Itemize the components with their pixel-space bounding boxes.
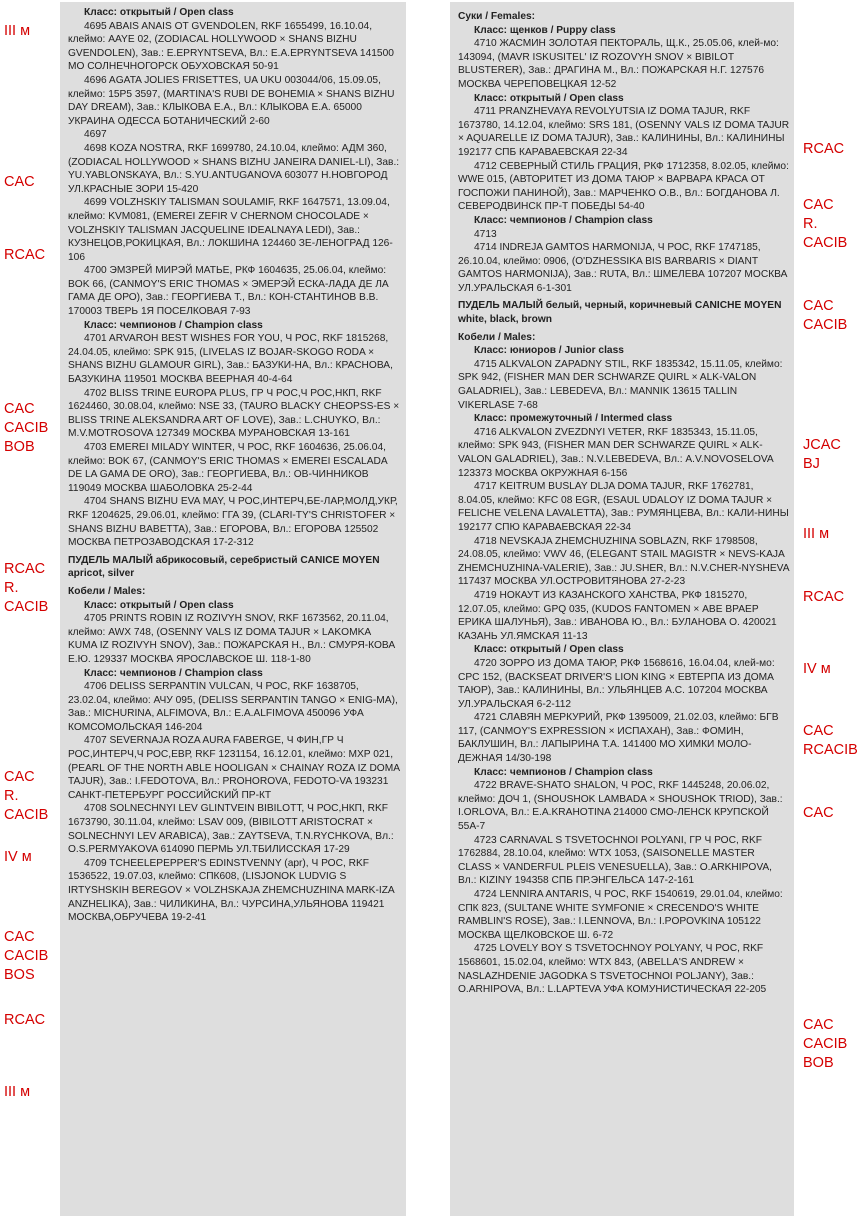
award-annotation [803, 588, 844, 607]
award-label: III м [803, 526, 830, 542]
award-annotation [4, 246, 45, 265]
catalog-column-right [450, 2, 794, 1216]
award-label: CAC [4, 401, 35, 417]
catalog-entry: 4713 [474, 228, 497, 240]
catalog-entry: 4715 ALKVALON ZAPADNY STIL, RKF 1835342, 15.11.05, клеймо: SPK 942, (FISHER MAN DER SCHWARZE QUIRL × ALK-VALON GALADRIEL), Зав.: LEBEDEVA, Вл.: MANNIK 13615 TALLIN VIKERLASE 7-68 [458, 358, 783, 411]
award-annotation [4, 848, 32, 867]
class-heading: Класс: открытый / Open class [84, 7, 234, 18]
catalog-entry: 4696 AGATA JOLIES FRISETTES, UA UKU 003044/06, 15.09.05, клеймо: 15P5 3597, (MARTINA'S RUBI DE BOHEMIA × SHANS BIZHU DAY DREAM), Зав.: КЛЫКОВА Е.А., Вл.: КЛЫКОВА Е.А. 65000 УКРАИНА ОДЕССА БОТАНИЧЕСКИЙ 2-60 [68, 74, 395, 127]
award-label: RCAC [4, 561, 46, 577]
award-label: BJ [803, 456, 820, 472]
catalog-entry: 4724 LENNIRA ANTARIS, Ч РОС, RKF 1540619, 29.01.04, клеймо: СПК 823, (SULTANE WHITE SYMFONIE × CRECENDO'S WHITE RAMBLIN'S ROSE), Зав.: I.LENNOVA, Вл.: I.POPOVKINA 105122 МОСКВА ЩЕЛКОВСКОЕ Ш. 6-72 [458, 889, 783, 941]
class-heading: Класс: открытый / Open class [474, 92, 624, 104]
breed-heading: ПУДЕЛЬ МАЛЫЙ белый, черный, коричневый CANICHE MOYEN white, black, brown [458, 300, 782, 326]
class-heading: Класс: чемпионов / Champion class [84, 319, 263, 331]
class-heading: Класс: открытый / Open class [474, 644, 624, 656]
award-label: RCAC [803, 141, 845, 157]
award-label: III м [4, 23, 31, 39]
award-label: CAC [4, 769, 35, 785]
award-label: CACIB [4, 599, 49, 615]
award-label: CACIB [803, 317, 848, 333]
class-heading: Класс: чемпионов / Champion class [474, 214, 653, 226]
award-annotation [803, 722, 858, 760]
catalog-entry: 4716 ALKVALON ZVEZDNYI VETER, RKF 1835343, 15.11.05, клеймо: SPK 943, (FISHER MAN DER SCHWARZE QUIRL × ALK-VALON GALADRIEL), Зав.: N.V.LEBEDEVA, Вл.: A.V.NOVOSELOVA 123373 МОСКВА ОКРУЖНАЯ 6-156 [458, 426, 774, 479]
catalog-entry: 4721 СЛАВЯН МЕРКУРИЙ, РКФ 1395009, 21.02.03, клеймо: БГВ 117, (CANMOY'S EXPRESSION × ИСПАХАН), Зав.: ФОМИН, БАКЛУШИН, Вл.: ЛАПЫРИНА Т.А. 141400 МО ХИМКИ МОЛО-ДЕЖНАЯ 14/30-198 [458, 712, 779, 765]
award-label: RCAC [803, 589, 845, 605]
class-heading: Класс: юниоров / Junior class [474, 345, 624, 357]
catalog-entry: 4720 ЗОРРО ИЗ ДОМА ТАЮР, РКФ 1568616, 16.04.04, клей-мо: CPC 152, (BACKSEAT DRIVER'S LION KING × ЕВТЕРПА ИЗ ДОМА ТАЮР), Зав.: КАЛИНИНЫ, Вл.: УЛЬЯНЦЕВ А.С. 107204 МОСКВА УЛ.УРАЛЬСКАЯ 6-2-112 [458, 657, 775, 710]
award-annotation [803, 140, 844, 159]
award-label: III м [4, 1084, 31, 1100]
class-heading: Класс: чемпионов / Champion class [84, 667, 263, 679]
catalog-entry: 4697 [84, 129, 107, 141]
catalog-entry: 4702 BLISS TRINE EUROPA PLUS, ГР Ч РОС,Ч РОС,НКП, RKF 1624460, 30.08.04, клеймо: NSE 33, (TAURO BLACKY CHEOPSS-ES × BLISS TRINE ALEKSANDRA ART OF LOVE), Зав.: L.CHUYKO, Вл.: M.V.MOTROSOVA 127349 МОСКВА МУРАНОВСКАЯ 13-161 [68, 387, 400, 440]
award-annotation [4, 400, 48, 457]
catalog-entry: 4704 SHANS BIZHU EVA MAY, Ч РОС,ИНТЕРЧ,БЕ-ЛАР,МОЛД,УКР, RKF 1204625, 29.06.01, клеймо: ГГА 39, (CLARI-TY'S CHRISTOFER × SHANS BIZHU BABETTA), Зав.: ЕГОРОВА, Вл.: ЕГОРОВА 125502 МОСКВА ПЕТРОЗАВОДСКАЯ 17-2-312 [68, 496, 398, 549]
catalog-entry: 4712 СЕВЕРНЫЙ СТИЛЬ ГРАЦИЯ, РКФ 1712358, 8.02.05, клеймо: WWE 015, (АВТОРИТЕТ ИЗ ДОМА ТАЮР × ВАРВАРА КРАСА ОТ ГОСПОЖИ ПАНИНОЙ), Зав.: МАРЧЕНКО О.В., Вл.: БОГДАНОВА Л. СЕВЕРОДВИНСК ПР-Т ПОБЕДЫ 54-40 [458, 160, 789, 213]
catalog-entry: 4707 SEVERNAJA ROZA AURA FABERGE, Ч ФИН,ГР Ч РОС,ИНТЕРЧ,Ч РОС,ЕВР, RKF 1231154, 16.12.01, клеймо: MXP 021, (PEARL OF THE NORTH ABLE HOOLIGAN × CHAINAY ROZA IZ DOMA TAJUR), Зав.: I.FEDOTOVA, Вл.: PROHOROVA, FEDOTO-VA 193231 САНКТ-ПЕТЕРБУРГ РОССИЙСКИЙ ПР-КТ [68, 735, 400, 801]
catalog-entry: 4706 DELISS SERPANTIN VULCAN, Ч РОС, RKF 1638705, 23.02.04, клеймо: АЧУ 095, (DELISS SERPANTIN TANGO × ENIG-MA), Зав.: MICHURINA, ALFIMOVA, Вл.: E.A.ALFIMOVA 450096 УФА КОМСОМОЛЬСКАЯ 146-204 [68, 681, 398, 733]
award-label: CAC [4, 929, 35, 945]
award-label: CACIB [4, 807, 49, 823]
award-annotation [803, 297, 847, 335]
award-label: R. [803, 216, 818, 232]
award-label: CAC [803, 805, 834, 821]
award-annotation [4, 928, 48, 985]
breed-heading: Кобели / Males: [458, 331, 536, 343]
award-label: R. [4, 580, 19, 596]
award-label: BOB [803, 1055, 834, 1071]
catalog-entry: 4719 НОКАУТ ИЗ КАЗАНСКОГО ХАНСТВА, РКФ 1815270, 12.07.05, клеймо: GPQ 035, (KUDOS FANTOMEN × АВЕ ВРАЕР ЕРИКА ШАЛУНЬЯ), Зав.: ИВАНОВА Ю., Вл.: БУЛАНОВА О. 420021 КАЗАНЬ УЛ.ЯМСКАЯ 11-13 [458, 589, 777, 642]
award-annotation [4, 173, 35, 192]
award-annotation [803, 1016, 847, 1073]
catalog-entry: 4703 EMEREI MILADY WINTER, Ч РОС, RKF 1604636, 25.06.04, клеймо: BOK 67, (CANMOY'S ERIC THOMAS × EMEREI ESCALADA DE LA GAMA DE ORO), Зав.: ГЕОРГИЕВА, Вл.: ОВ-ЧИННИКОВ 119049 МОСКВА ШАБОЛОВКА 25-2-44 [68, 442, 388, 494]
award-label: R. [4, 788, 19, 804]
award-label: CAC [803, 1017, 834, 1033]
award-label: CAC [803, 197, 834, 213]
award-label: RCACIB [803, 742, 858, 758]
catalog-entry: 4695 ABAIS ANAIS OT GVENDOLEN, RKF 1655499, 16.10.04, клеймо: AAYE 02, (ZODIACAL HOLLYWOOD × SHANS BIZHU GVENDOLEN), Зав.: E.EPRYNTSEVA, Вл.: E.A.EPRYNTSEVA 141500 МО СОЛНЕЧНОГОРСК ОБУХОВСКАЯ 50-91 [68, 20, 394, 73]
award-annotation [803, 804, 834, 823]
catalog-entry: 4699 VOLZHSKIY TALISMAN SOULAMIF, RKF 1647571, 13.09.04, клеймо: KVM081, (EMEREI ZEFIR V CHERNOM CHOCOLADE × VOLZHSKIY TALISMAN JACQUELINE IDEALNAYA LEDI), Зав.: КУЗНЕЦОВ,РОКИЦКАЯ, Вл.: ЛОКШИНА 124460 ЗЕ-ЛЕНОГРАД 126-106 [68, 197, 393, 263]
award-label: RCAC [4, 1012, 46, 1028]
award-label: CACIB [4, 948, 49, 964]
award-label: CAC [4, 174, 35, 190]
award-annotation [4, 560, 48, 617]
award-annotation [4, 768, 48, 825]
award-annotation [803, 436, 841, 474]
catalog-entry: 4708 SOLNECHNYI LEV GLINTVEIN BIBILOTT, Ч РОС,НКП, RKF 1673790, 30.11.04, клеймо: LSAV 009, (BIBILOTT ARISTOCRAT × SOLNECHNYI LEV ARABICA), Зав.: ZAYTSEVA, T.N.RYCHKOVA, Вл.: O.S.PERMYAKOVA 614090 ПЕРМЬ УЛ.ТБИЛИССКАЯ 17-29 [68, 803, 394, 856]
breed-heading: Суки / Females: [458, 11, 536, 22]
class-heading: Класс: промежуточный / Intermed class [474, 413, 673, 425]
award-annotation [803, 660, 831, 679]
award-label: IV м [803, 661, 831, 677]
catalog-entry: 4718 NEVSKAJA ZHEMCHUZHINA SOBLAZN, RKF 1798508, 24.08.05, клеймо: VWV 46, (ELEGANT STAIL MAGISTR × NEVS-KAJA ZHEMCHUZHINA-VALERIE), Зав.: JU.SHER, Вл.: N.V.CHER-NYSHEVA 117437 МОСКВА УЛ.ОСТРОВИТЯНОВА 27-2-23 [458, 535, 789, 588]
catalog-entry: 4711 PRANZHEVAYA REVOLYUTSIA IZ DOMA TAJUR, RKF 1673780, 14.12.04, клеймо: SRS 181, (OSENNY VALS IZ DOMA TAJUR × AQUARELLE IZ DOMA TAJUR), Зав.: КАЛИНИНЫ, Вл.: КАЛИНИНЫ 192177 СПБ КАРАВАЕВСКАЯ 22-34 [458, 106, 790, 158]
catalog-entry: 4698 KOZA NOSTRA, RKF 1699780, 24.10.04, клеймо: АДМ 360, (ZODIACAL HOLLYWOOD × SHANS BIZHU JANEIRA DANIEL-LI), Зав.: YU.YABLONSKAYA, Вл.: S.YU.ANTUGANOVA 603077 Н.НОВГОРОД УЛ.КРАСНЫЕ ЗОРИ 15-420 [68, 142, 400, 195]
catalog-entry: 4710 ЖАСМИН ЗОЛОТАЯ ПЕКТОРАЛЬ, Щ.К., 25.05.06, клей-мо: 143094, (MAVR ISKUSITEL' IZ ROZOVYH SNOV × BIBILOT BLUSTERER), Зав.: ДРАГИНА М., Вл.: ПОЖАРСКАЯ Н.Г. 127576 МОСКВА ЧЕРЕПОВЕЦКАЯ 12-52 [458, 38, 779, 90]
catalog-entry: 4723 CARNAVAL S TSVETOCHNOI POLYANI, ГР Ч РОС, RKF 1762884, 28.10.04, клеймо: WTX 1053, (SAISONELLE MASTER CLASS × VANDERFUL PLEIS VENESUELLA), Зав.: O.ARKHIPOVA, Вл.: KIZINY 194358 СПБ ПР.ЭНГЕЛЬСА 147-2-161 [458, 834, 772, 887]
breed-heading: Кобели / Males: [68, 585, 146, 597]
class-heading: Класс: открытый / Open class [84, 599, 234, 611]
catalog-entry: 4714 INDREJA GAMTOS HARMONIJA, Ч РОС, RKF 1747185, 26.10.04, клеймо: 0906, (O'DZHESSIKA BIS BARBARIS × DIANT GAMTOS HARMONIJA), Зав.: RUTA, Вл.: ШМЕЛЕВА 107207 МОСКВА УЛ.УРАЛЬСКАЯ 6-1-301 [458, 242, 788, 294]
award-annotation [4, 1083, 30, 1102]
award-label: CACIB [803, 1036, 848, 1052]
award-label: BOB [4, 439, 35, 455]
catalog-entry: 4700 ЭМЗРЕЙ МИРЭЙ МАТЬЕ, РКФ 1604635, 25.06.04, клеймо: BOK 66, (CANMOY'S ERIC THOMAS × ЭМЕРЭЙ ЕСКА-ЛАДА ДЕ ЛА ГАМА ДЕ ОРО), Зав.: ГЕОРГИЕВА Т., Вл.: КОН-СТАНТИНОВ В.В. 170003 ТВЕРЬ 1Я ПОСЕЛКОВАЯ 7-93 [68, 265, 389, 318]
award-label: CACIB [803, 235, 848, 251]
award-annotation [4, 1011, 45, 1030]
award-label: IV м [4, 849, 32, 865]
catalog-column-left [60, 2, 406, 1216]
catalog-entry: 4709 TCHEELEPEPPER'S EDINSTVENNY (apr), Ч РОС, RKF 1536522, 19.07.03, клеймо: СПК608, (LISJONOK LUDVIG S IRTYSHSKIH BEREGOV × VOLZHSKAJA ZHEMCHUZHINA MARK-IZA ANZHELIKA), Зав.: ЧИЛИКИНА, Вл.: ЧУРСИНА,УЛЬЯНОВА 119421 МОСКВА,ОБРУЧЕВА 19-2-41 [68, 857, 395, 924]
award-label: CAC [803, 298, 834, 314]
award-label: BOS [4, 967, 35, 983]
catalog-entry: 4701 ARVAROH BEST WISHES FOR YOU, Ч РОС, RKF 1815268, 24.04.05, клеймо: SPK 915, (LIVELAS IZ BOJAR-SKOGO RODA × SHANS BIZHU GLAMOUR GIRL), Зав.: БАЗУКИ-НА, Вл.: КРАСНОВА, БАЗУКИНА 119501 МОСКВА ВЕЕРНАЯ 40-4-64 [68, 333, 393, 386]
award-annotation [4, 22, 30, 41]
award-annotation [803, 196, 847, 253]
award-label: RCAC [4, 247, 46, 263]
catalog-entry: 4725 LOVELY BOY S TSVETOCHNOY POLYANY, Ч РОС, RKF 1568601, 15.02.04, клеймо: WTX 843, (ABELLA'S ANDREW × NASLAZHDENIE JAGODKA S TSVETOCHNOI POLJANY), Зав.: O.ARHIPOVA, Вл.: L.LAPTEVA УФА КОМУНИСТИЧЕСКАЯ 22-205 [458, 943, 767, 996]
catalog-entry: 4717 KEITRUM BUSLAY DLJA DOMA TAJUR, RKF 1762781, 8.04.05, клеймо: KFC 08 EGR, (ESAUL UDALOY IZ DOMA TAJUR × FELICHE VELENA LAVALETTA), Зав.: РУМЯНЦЕВА, Вл.: КАЛИ-НИНЫ 192177 СПЮ КАРАВАЕВСКАЯ 22-34 [458, 481, 789, 533]
catalog-entry: 4722 BRAVE-SHATO SHALON, Ч РОС, RKF 1445248, 20.06.02, клеймо: ДОЧ 1, (SHOUSHOK LAMBADA × SHOUSHOK TRIOD), Зав.: I.ORLOVA, Вл.: E.A.KRAHOTINA 214000 СМО-ЛЕНСК КРУПСКОЙ 55А-7 [458, 780, 783, 833]
award-label: CACIB [4, 420, 49, 436]
breed-heading: ПУДЕЛЬ МАЛЫЙ абрикосовый, серебристый CANICE MOYEN apricot, silver [68, 554, 380, 580]
award-annotation [803, 525, 829, 544]
award-label: CAC [803, 723, 834, 739]
catalog-entry: 4705 PRINTS ROBIN IZ ROZIVYH SNOV, RKF 1673562, 20.11.04, клеймо: AWX 748, (OSENNY VALS IZ DOMA TAJUR × LAKOMKA KUMA IZ ROZIVYH SNOV), Зав.: ПОЖАРСКАЯ Н., Вл.: СМУРЯ-КОВА Е.Ю. 129337 МОСКВА ЯРОСЛАВСКОЕ Ш. 118-1-80 [68, 613, 396, 665]
class-heading: Класс: чемпионов / Champion class [474, 766, 653, 778]
class-heading: Класс: щенков / Puppy class [474, 24, 616, 36]
award-label: JCAC [803, 437, 841, 453]
